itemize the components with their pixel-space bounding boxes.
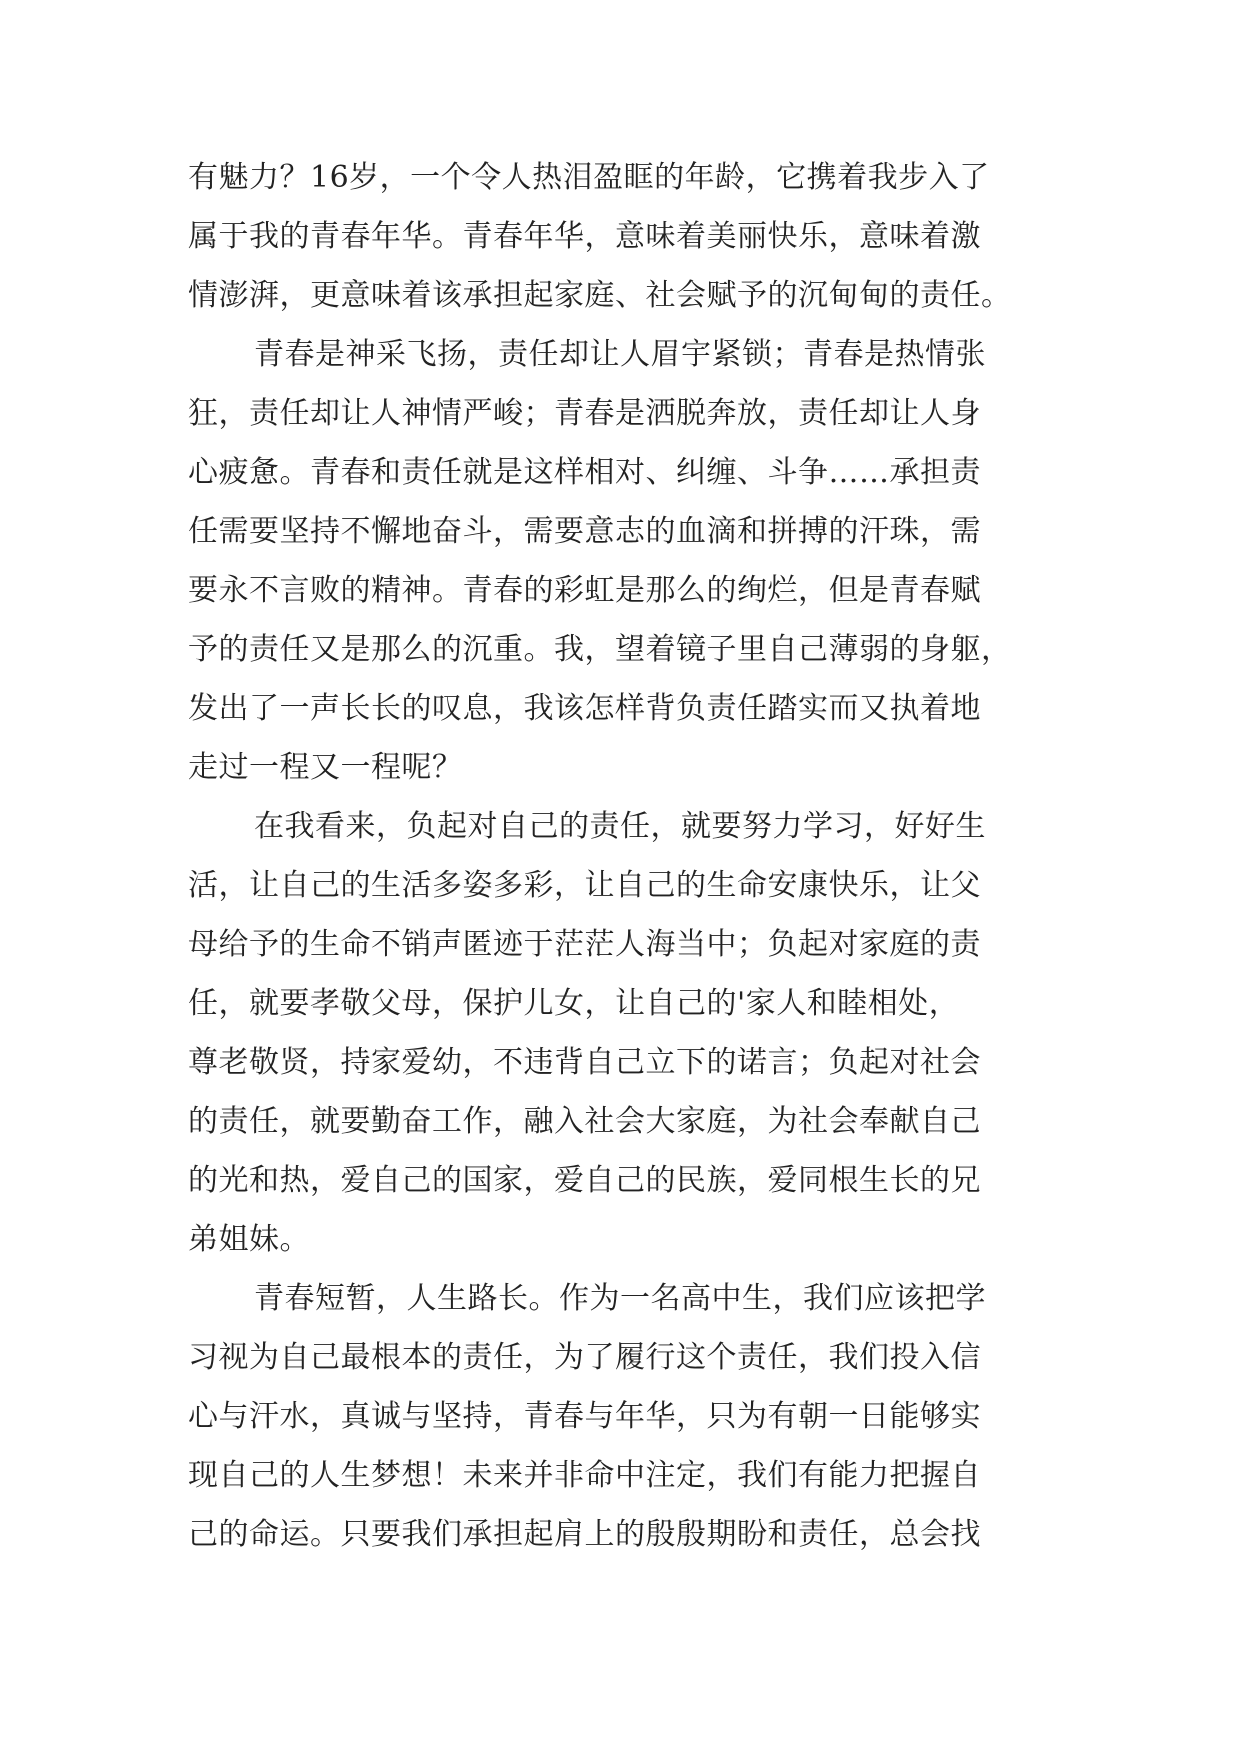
text-line: 的责任，就要勤奋工作，融入社会大家庭，为社会奉献自己 — [188, 1104, 981, 1139]
text-line: 活，让自己的生活多姿多彩，让自己的生命安康快乐，让父 — [188, 868, 981, 903]
body-text — [188, 148, 1048, 1564]
paragraph-first-line: 在我看来，负起对自己的责任，就要努力学习，好好生 — [254, 809, 986, 844]
text-line: 走过一程又一程呢？ — [188, 750, 463, 785]
text-line: 母给予的生命不销声匿迹于茫茫人海当中；负起对家庭的责 — [188, 927, 981, 962]
text-line: 弟姐妹。 — [188, 1222, 310, 1257]
text-line: 狂，责任却让人神情严峻；青春是洒脱奔放，责任却让人身 — [188, 396, 981, 431]
text-line: 发出了一声长长的叹息，我该怎样背负责任踏实而又执着地 — [188, 691, 981, 726]
paragraph-first-line: 青春是神采飞扬，责任却让人眉宇紧锁；青春是热情张 — [254, 337, 986, 372]
text-line: 属于我的青春年华。青春年华，意味着美丽快乐，意味着激 — [188, 219, 981, 254]
text-line: 尊老敬贤，持家爱幼，不违背自己立下的诺言；负起对社会 — [188, 1045, 981, 1080]
text-line: 予的责任又是那么的沉重。我，望着镜子里自己薄弱的身躯， — [188, 632, 1012, 667]
text-line: 己的命运。只要我们承担起肩上的殷殷期盼和责任，总会找 — [188, 1517, 981, 1552]
text-line: 情澎湃，更意味着该承担起家庭、社会赋予的沉甸甸的责任。 — [188, 278, 1012, 313]
text-line: 习视为自己最根本的责任，为了履行这个责任，我们投入信 — [188, 1340, 981, 1375]
paragraph-first-line: 青春短暂，人生路长。作为一名高中生，我们应该把学 — [254, 1281, 986, 1316]
text-line: 有魅力？16岁，一个令人热泪盈眶的年龄，它携着我步入了 — [188, 160, 990, 195]
text-line: 的光和热，爱自己的国家，爱自己的民族，爱同根生长的兄 — [188, 1163, 981, 1198]
text-line: 任需要坚持不懈地奋斗，需要意志的血滴和拼搏的汗珠，需 — [188, 514, 981, 549]
text-line: 心与汗水，真诚与坚持，青春与年华，只为有朝一日能够实 — [188, 1399, 981, 1434]
text-line: 任，就要孝敬父母，保护儿女，让自己的'家人和睦相处， — [188, 986, 960, 1021]
text-line: 现自己的人生梦想！未来并非命中注定，我们有能力把握自 — [188, 1458, 981, 1493]
text-line: 心疲惫。青春和责任就是这样相对、纠缠、斗争……承担责 — [188, 455, 981, 490]
text-line: 要永不言败的精神。青春的彩虹是那么的绚烂，但是青春赋 — [188, 573, 981, 608]
